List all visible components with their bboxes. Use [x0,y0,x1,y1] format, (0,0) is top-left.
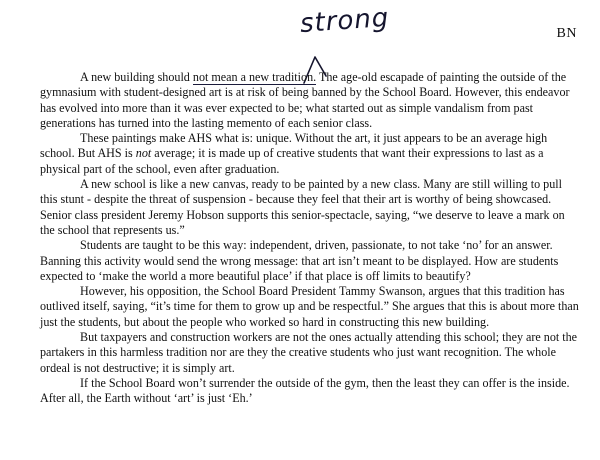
paragraph-2-start: These paintings make AHS what is: unique. Without the art, it just appears to be an average high school. But AHS is [40,131,548,161]
paragraph-4: Students are taught to be this way: independent, driven, passionate, to not take ‘no’ for an answer. Banning this activity would send the wrong message: that art isn’t meant to be displayed. How are students expected to ‘make the world a more beautiful place’ if that place is off limits to beautify? [40,238,559,283]
paragraph-5: However, his opposition, the School Board President Tammy Swanson, argues that this tradition has outlived itself, saying, “it’s time for them to grow up and be respectful.” She argues that this is about more than just the students, but about the people who worked so hard in constructing this new building. [40,284,579,329]
paragraph-7: If the School Board won’t surrender the outside of the gym, then the least they can offer is the inside. After all, the Earth without ‘art’ is just ‘Eh.’ [40,375,570,406]
paragraph-1 [40,70,580,131]
author-initials: BN [556,26,577,41]
paragraph-2-rest: average; it is made up of creative students that want their expressions to last as a physical part of the school, even after graduation. [40,146,544,176]
essay-body [40,70,580,407]
paragraph-3: A new school is like a new canvas, ready to be painted by a new class. Many are still willing to pull this stunt - despite the threat of suspension - because they feel that their art is worthy of being showcased. Senior class president Jeremy Hobson supports this senior-spectacle, saying, “we deserve to leave a mark on the school that represents us.” [40,177,565,237]
handwritten-annotation: strong [299,2,391,40]
underlined-phrase: not mean a new tradition. [192,70,317,84]
paragraph-1-rest: The age-old escapade of painting the outside of the gymnasium with student-designed art is at risk of being banned by the School Board. However, this endeavor has evolved into more than it was ever expected to be; what started out as simple vandalism from past generations has turned into the lasting memento of each senior class. [40,70,570,130]
paragraph-2 [40,131,580,177]
paragraph-1-start: A new building should [80,70,193,84]
paragraph-6: But taxpayers and construction workers are not the ones actually attending this school; they are not the partakers in this harmless tradition nor are they the creative students who just want recognition. The whole ordeal is not destructive; it is simply art. [40,330,578,375]
emphasized-word: not [135,146,152,161]
